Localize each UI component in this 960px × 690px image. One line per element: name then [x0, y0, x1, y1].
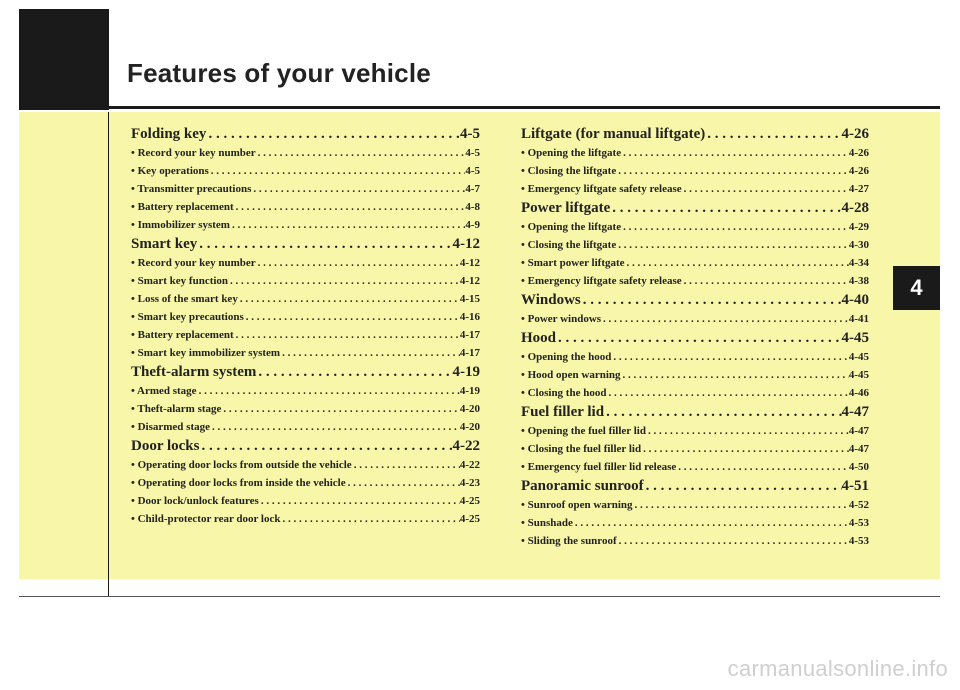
- toc-entry[interactable]: [521, 496, 869, 514]
- toc-entry-label: • Hood open warning: [521, 369, 621, 381]
- dot-leader: [352, 456, 460, 474]
- toc-page-number: 4-17: [459, 329, 480, 341]
- toc-entry[interactable]: [521, 218, 869, 236]
- dot-leader: [256, 254, 460, 272]
- dot-leader: [228, 272, 460, 290]
- toc-column-left: [131, 124, 480, 528]
- toc-page-number: 4-52: [848, 499, 869, 511]
- watermark: carmanualsonline.info: [727, 656, 948, 681]
- toc-page-number: 4-25: [459, 513, 480, 525]
- toc-section: [521, 198, 869, 290]
- toc-page-number: 4-5: [465, 165, 480, 177]
- toc-page-number: 4-26: [848, 165, 869, 177]
- toc-page-number: 4-5: [465, 147, 480, 159]
- toc-section-heading[interactable]: [131, 234, 480, 254]
- toc-section: [521, 476, 869, 550]
- toc-page-number: 4-53: [848, 535, 869, 547]
- toc-entry-label: • Closing the fuel filler lid: [521, 443, 642, 455]
- toc-section-heading[interactable]: [131, 436, 480, 456]
- toc-section-title: Panoramic sunroof: [521, 478, 644, 494]
- toc-entry[interactable]: [131, 180, 480, 198]
- toc-entry-label: • Loss of the smart key: [131, 293, 238, 305]
- toc-entry[interactable]: [131, 400, 480, 418]
- toc-section-title: Door locks: [131, 438, 200, 454]
- toc-entry-label: • Child-protector rear door lock: [131, 513, 281, 525]
- dot-leader: [621, 218, 849, 236]
- toc-entry-label: • Operating door locks from outside the vehicle: [131, 459, 352, 471]
- toc-entry-label: • Battery replacement: [131, 201, 234, 213]
- dot-leader: [682, 180, 849, 198]
- dot-leader: [259, 492, 460, 510]
- toc-section: [131, 436, 480, 528]
- toc-entry-label: • Opening the liftgate: [521, 147, 622, 159]
- toc-page-number: 4-12: [459, 257, 480, 269]
- dot-leader: [199, 436, 452, 456]
- toc-entry-label: • Door lock/unlock features: [131, 495, 259, 507]
- toc-section-title: Liftgate (for manual liftgate): [521, 126, 706, 142]
- toc-entry-label: • Emergency liftgate safety release: [521, 275, 682, 287]
- toc-entry[interactable]: [521, 180, 869, 198]
- dot-leader: [611, 348, 848, 366]
- dot-leader: [206, 124, 460, 144]
- toc-section-heading[interactable]: [521, 124, 869, 144]
- toc-page-number: 4-30: [848, 239, 869, 251]
- toc-page-number: 4-34: [848, 257, 869, 269]
- toc-entry-label: • Sunroof open warning: [521, 499, 633, 511]
- toc-entry-label: • Sliding the sunroof: [521, 535, 617, 547]
- dot-leader: [210, 418, 460, 436]
- dot-leader: [573, 514, 849, 532]
- toc-section: [131, 124, 480, 234]
- dot-leader: [616, 236, 849, 254]
- toc-entry-label: • Key operations: [131, 165, 209, 177]
- toc-section-title: Windows: [521, 292, 581, 308]
- dot-leader: [346, 474, 460, 492]
- chapter-header-block: [19, 9, 109, 110]
- toc-section: [521, 402, 869, 476]
- toc-entry[interactable]: [521, 236, 869, 254]
- dot-leader: [641, 440, 849, 458]
- toc-entry-label: • Closing the hood: [521, 387, 607, 399]
- toc-entry[interactable]: [521, 254, 869, 272]
- dot-leader: [197, 234, 452, 254]
- dot-leader: [676, 458, 849, 476]
- toc-entry[interactable]: [521, 514, 869, 532]
- toc-entry[interactable]: [131, 474, 480, 492]
- toc-entry-label: • Battery replacement: [131, 329, 234, 341]
- toc-section-heading[interactable]: [521, 328, 869, 348]
- toc-entry-label: • Theft-alarm stage: [131, 403, 222, 415]
- toc-page-number: 4-12: [452, 236, 480, 252]
- toc-page-number: 4-7: [465, 183, 480, 195]
- toc-page-number: 4-28: [841, 200, 869, 216]
- toc-entry-label: • Disarmed stage: [131, 421, 211, 433]
- toc-page-number: 4-47: [841, 404, 869, 420]
- toc-entry[interactable]: [521, 458, 869, 476]
- toc-section-heading[interactable]: [131, 124, 480, 144]
- dot-leader: [606, 384, 848, 402]
- toc-section: [521, 290, 869, 328]
- dot-leader: [604, 402, 841, 422]
- toc-entry[interactable]: [131, 144, 480, 162]
- toc-page-number: 4-19: [452, 364, 480, 380]
- toc-section-title: Folding key: [131, 126, 207, 142]
- dot-leader: [601, 310, 849, 328]
- toc-entry-label: • Immobilizer system: [131, 219, 230, 231]
- toc-entry-label: • Closing the liftgate: [521, 165, 617, 177]
- toc-section-heading[interactable]: [521, 290, 869, 310]
- dot-leader: [244, 308, 460, 326]
- toc-column-right: [521, 124, 869, 550]
- chapter-tab[interactable]: 4: [893, 266, 940, 310]
- toc-entry[interactable]: [521, 348, 869, 366]
- toc-page-number: 4-47: [848, 443, 869, 455]
- toc-section-heading[interactable]: [521, 402, 869, 422]
- toc-section: [131, 234, 480, 362]
- toc-page-number: 4-40: [841, 292, 869, 308]
- toc-page-number: 4-53: [848, 517, 869, 529]
- dot-leader: [238, 290, 460, 308]
- toc-entry[interactable]: [521, 422, 869, 440]
- dot-leader: [209, 162, 466, 180]
- toc-section-heading[interactable]: [521, 476, 869, 496]
- toc-entry-label: • Closing the liftgate: [521, 239, 617, 251]
- toc-section: [521, 328, 869, 402]
- dot-leader: [616, 162, 849, 180]
- toc-entry[interactable]: [521, 272, 869, 290]
- toc-page-number: 4-9: [465, 219, 480, 231]
- toc-entry-label: • Emergency fuel filler lid release: [521, 461, 677, 473]
- toc-entry-label: • Opening the fuel filler lid: [521, 425, 646, 437]
- toc-entry[interactable]: [131, 308, 480, 326]
- toc-entry-label: • Opening the liftgate: [521, 221, 622, 233]
- toc-section: [521, 124, 869, 198]
- toc-entry-label: • Transmitter precautions: [131, 183, 252, 195]
- toc-page-number: 4-27: [848, 183, 869, 195]
- dot-leader: [197, 382, 460, 400]
- toc-entry-label: • Operating door locks from inside the vehicle: [131, 477, 346, 489]
- toc-section-title: Hood: [521, 330, 557, 346]
- dot-leader: [625, 254, 849, 272]
- dot-leader: [705, 124, 841, 144]
- toc-entry-label: • Smart power liftgate: [521, 257, 625, 269]
- toc-page-number: 4-16: [459, 311, 480, 323]
- toc-page-number: 4-41: [848, 313, 869, 325]
- toc-entry-label: • Emergency liftgate safety release: [521, 183, 682, 195]
- toc-entry[interactable]: [131, 456, 480, 474]
- toc-section-title: Power liftgate: [521, 200, 611, 216]
- toc-entry-label: • Record your key number: [131, 257, 256, 269]
- bottom-rule: [19, 596, 940, 597]
- toc-page-number: 4-22: [459, 459, 480, 471]
- toc-section-heading[interactable]: [131, 362, 480, 382]
- dot-leader: [581, 290, 842, 310]
- toc-entry-label: • Record your key number: [131, 147, 256, 159]
- toc-section: [131, 362, 480, 436]
- dot-leader: [234, 198, 466, 216]
- toc-section-title: Fuel filler lid: [521, 404, 605, 420]
- toc-entry[interactable]: [131, 272, 480, 290]
- toc-section-title: Smart key: [131, 236, 198, 252]
- toc-entry[interactable]: [521, 384, 869, 402]
- toc-entry[interactable]: [521, 310, 869, 328]
- toc-entry[interactable]: [131, 326, 480, 344]
- toc-entry[interactable]: [131, 290, 480, 308]
- toc-page-number: 4-17: [459, 347, 480, 359]
- toc-section-title: Theft-alarm system: [131, 364, 257, 380]
- dot-leader: [610, 198, 841, 218]
- toc-entry-label: • Armed stage: [131, 385, 197, 397]
- toc-entry-label: • Sunshade: [521, 517, 573, 529]
- dot-leader: [644, 476, 842, 496]
- toc-page-number: 4-15: [459, 293, 480, 305]
- dot-leader: [256, 144, 466, 162]
- toc-entry[interactable]: [131, 198, 480, 216]
- toc-page-number: 4-26: [848, 147, 869, 159]
- toc-page-number: 4-29: [848, 221, 869, 233]
- toc-page-number: 4-12: [459, 275, 480, 287]
- toc-entry[interactable]: [131, 510, 480, 528]
- toc-entry[interactable]: [131, 382, 480, 400]
- toc-section-heading[interactable]: [521, 198, 869, 218]
- toc-page-number: 4-45: [841, 330, 869, 346]
- toc-entry[interactable]: [131, 254, 480, 272]
- toc-page-number: 4-45: [848, 351, 869, 363]
- toc-page-number: 4-46: [848, 387, 869, 399]
- dot-leader: [281, 510, 460, 528]
- toc-entry-label: • Smart key immobilizer system: [131, 347, 281, 359]
- toc-entry-label: • Smart key function: [131, 275, 229, 287]
- toc-entry[interactable]: [521, 144, 869, 162]
- toc-entry[interactable]: [131, 216, 480, 234]
- dot-leader: [621, 366, 849, 384]
- dot-leader: [617, 532, 849, 550]
- toc-entry-label: • Power windows: [521, 313, 602, 325]
- toc-page-number: 4-25: [459, 495, 480, 507]
- dot-leader: [682, 272, 849, 290]
- toc-entry[interactable]: [131, 344, 480, 362]
- dot-leader: [280, 344, 460, 362]
- toc-page-number: 4-8: [465, 201, 480, 213]
- toc-entry[interactable]: [131, 492, 480, 510]
- toc-page-number: 4-20: [459, 421, 480, 433]
- toc-page-number: 4-47: [848, 425, 869, 437]
- page-title: Features of your vehicle: [127, 58, 431, 88]
- toc-entry[interactable]: [521, 532, 869, 550]
- dot-leader: [556, 328, 841, 348]
- toc-entry[interactable]: [131, 418, 480, 436]
- toc-page-number: 4-20: [459, 403, 480, 415]
- toc-page-number: 4-38: [848, 275, 869, 287]
- dot-leader: [633, 496, 849, 514]
- dot-leader: [221, 400, 459, 418]
- dot-leader: [251, 180, 465, 198]
- toc-page-number: 4-51: [841, 478, 869, 494]
- header-rule: [109, 106, 940, 109]
- margin-divider: [108, 112, 109, 597]
- toc-page-number: 4-23: [459, 477, 480, 489]
- toc-entry[interactable]: [521, 162, 869, 180]
- toc-page-number: 4-26: [841, 126, 869, 142]
- dot-leader: [256, 362, 452, 382]
- toc-entry-label: • Opening the hood: [521, 351, 612, 363]
- toc-page-number: 4-5: [460, 126, 480, 142]
- dot-leader: [234, 326, 460, 344]
- dot-leader: [230, 216, 465, 234]
- toc-page-number: 4-50: [848, 461, 869, 473]
- dot-leader: [621, 144, 849, 162]
- toc-entry[interactable]: [131, 162, 480, 180]
- toc-page-number: 4-19: [459, 385, 480, 397]
- dot-leader: [646, 422, 849, 440]
- toc-page-number: 4-45: [848, 369, 869, 381]
- toc-entry[interactable]: [521, 366, 869, 384]
- toc-entry[interactable]: [521, 440, 869, 458]
- toc-entry-label: • Smart key precautions: [131, 311, 244, 323]
- toc-page-number: 4-22: [452, 438, 480, 454]
